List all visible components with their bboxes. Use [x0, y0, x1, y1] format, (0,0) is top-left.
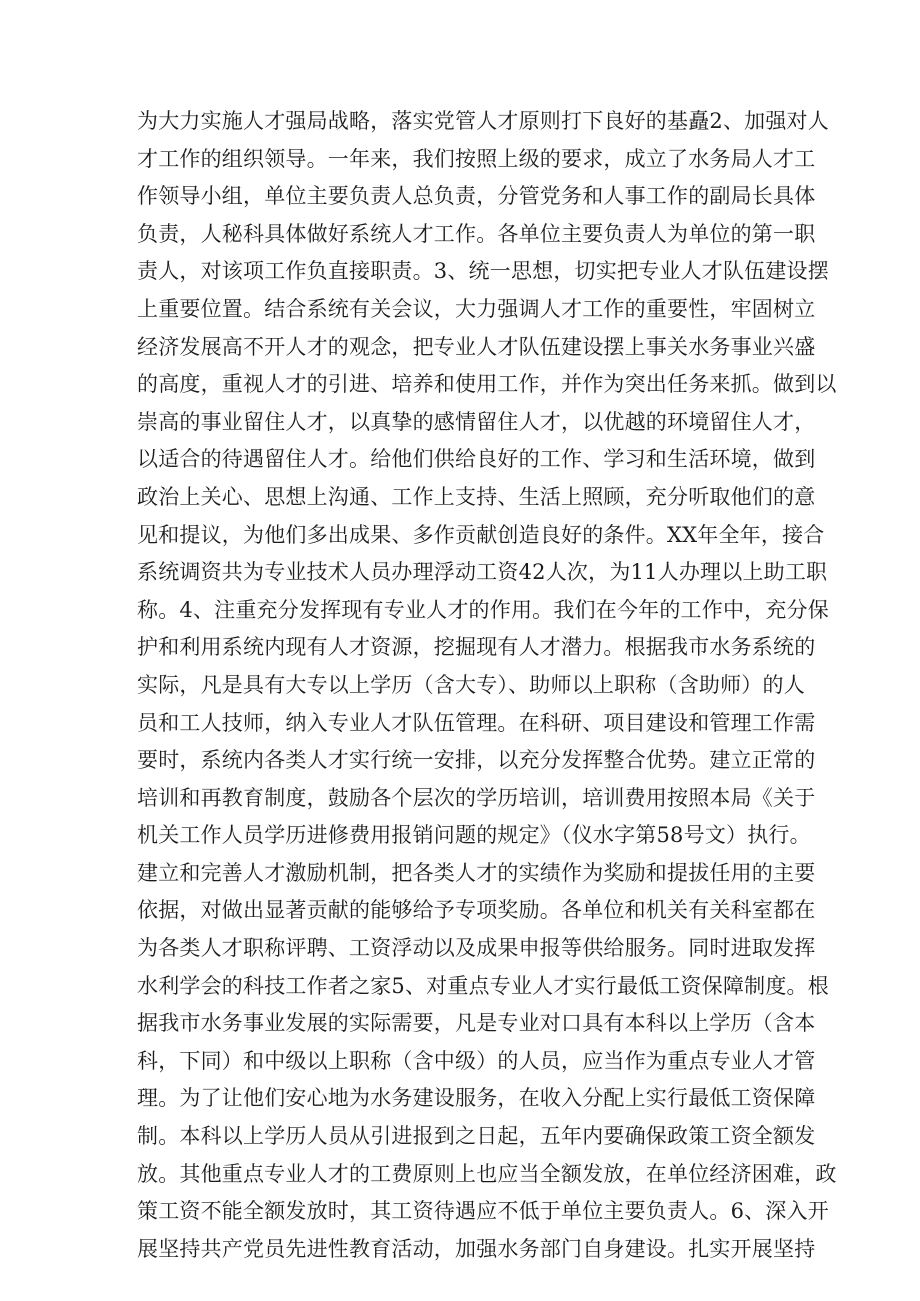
text-line: 实际，凡是具有大专以上学历（含大专）、助师以上职称（含助师）的人 [137, 672, 805, 697]
text-line: 员和工人技师，纳入专业人才队伍管理。在科研、项目建设和管理工作需 [137, 710, 816, 735]
text-line: 建立和完善人才激励机制，把各类人才的实绩作为奖励和提拔任用的主要 [137, 860, 816, 885]
text-line: 依据，对做出显著贡献的能够给予专项奖励。各单位和机关有关科室都在 [137, 898, 816, 923]
text-line: 为各类人才职称评聘、工资浮动以及成果申报等供给服务。同时进取发挥 [137, 936, 816, 961]
text-line: 放。其他重点专业人才的工费原则上也应当全额发放，在单位经济困难，政 [137, 1161, 837, 1186]
text-line: 科，下同）和中级以上职称（含中级）的人员，应当作为重点专业人才管 [137, 1048, 816, 1073]
text-line: 称。4、注重充分发挥现有专业人才的作用。我们在今年的工作中，充分保 [137, 597, 829, 622]
text-line: 崇高的事业留住人才，以真挚的感情留住人才，以优越的环境留住人才， [137, 409, 816, 434]
text-line: 水利学会的科技工作者之家5、对重点专业人才实行最低工资保障制度。根 [137, 973, 829, 998]
text-line: 策工资不能全额发放时，其工资待遇应不低于单位主要负责人。6、深入开 [137, 1199, 829, 1224]
text-line: 制。本科以上学历人员从引进报到之日起，五年内要确保政策工资全额发 [137, 1124, 816, 1149]
text-line: 负责，人秘科具体做好系统人才工作。各单位主要负责人为单位的第一职 [137, 221, 816, 246]
text-line: 系统调资共为专业技术人员办理浮动工资42人次，为11人办理以上助工职 [137, 560, 828, 585]
text-line: 政治上关心、思想上沟通、工作上支持、生活上照顾，充分听取他们的意 [137, 484, 816, 509]
text-line: 据我市水务事业发展的实际需要，凡是专业对口具有本科以上学历（含本 [137, 1011, 816, 1036]
text-line: 见和提议，为他们多出成果、多作贡献创造良好的条件。XX年全年，接合 [137, 522, 825, 547]
text-line: 经济发展高不开人才的观念，把专业人才队伍建设摆上事关水务事业兴盛 [137, 334, 816, 359]
text-line: 理。为了让他们安心地为水务建设服务，在收入分配上实行最低工资保障 [137, 1086, 816, 1111]
text-line: 以适合的待遇留住人才。给他们供给良好的工作、学习和生活环境，做到 [137, 447, 816, 472]
text-line: 要时，系统内各类人才实行统一安排，以充分发挥整合优势。建立正常的 [137, 748, 816, 773]
text-line: 培训和再教育制度，鼓励各个层次的学历培训，培训费用按照本局《关于 [137, 785, 816, 810]
text-line: 的高度，重视人才的引进、培养和使用工作，并作为突出任务来抓。做到以 [137, 372, 837, 397]
body-paragraph [137, 103, 837, 1268]
text-line: 护和利用系统内现有人才资源，挖掘现有人才潜力。根据我市水务系统的 [137, 635, 816, 660]
text-line: 上重要位置。结合系统有关会议，大力强调人才工作的重要性，牢固树立 [137, 296, 816, 321]
text-line: 机关工作人员学历进修费用报销问题的规定》（仪水字第58号文）执行。 [137, 823, 811, 848]
text-line: 展坚持共产党员先进性教育活动，加强水务部门自身建设。扎实开展坚持 [137, 1236, 816, 1261]
text-line: 作领导小组，单位主要负责人总负责，分管党务和人事工作的副局长具体 [137, 184, 816, 209]
text-line: 责人，对该项工作负直接职责。3、统一思想，切实把专业人才队伍建设摆 [137, 259, 829, 284]
text-line: 才工作的组织领导。一年来，我们按照上级的要求，成立了水务局人才工 [137, 146, 816, 171]
text-line: 为大力实施人才强局战略，落实党管人才原则打下良好的基矗2、加强对人 [137, 109, 829, 133]
